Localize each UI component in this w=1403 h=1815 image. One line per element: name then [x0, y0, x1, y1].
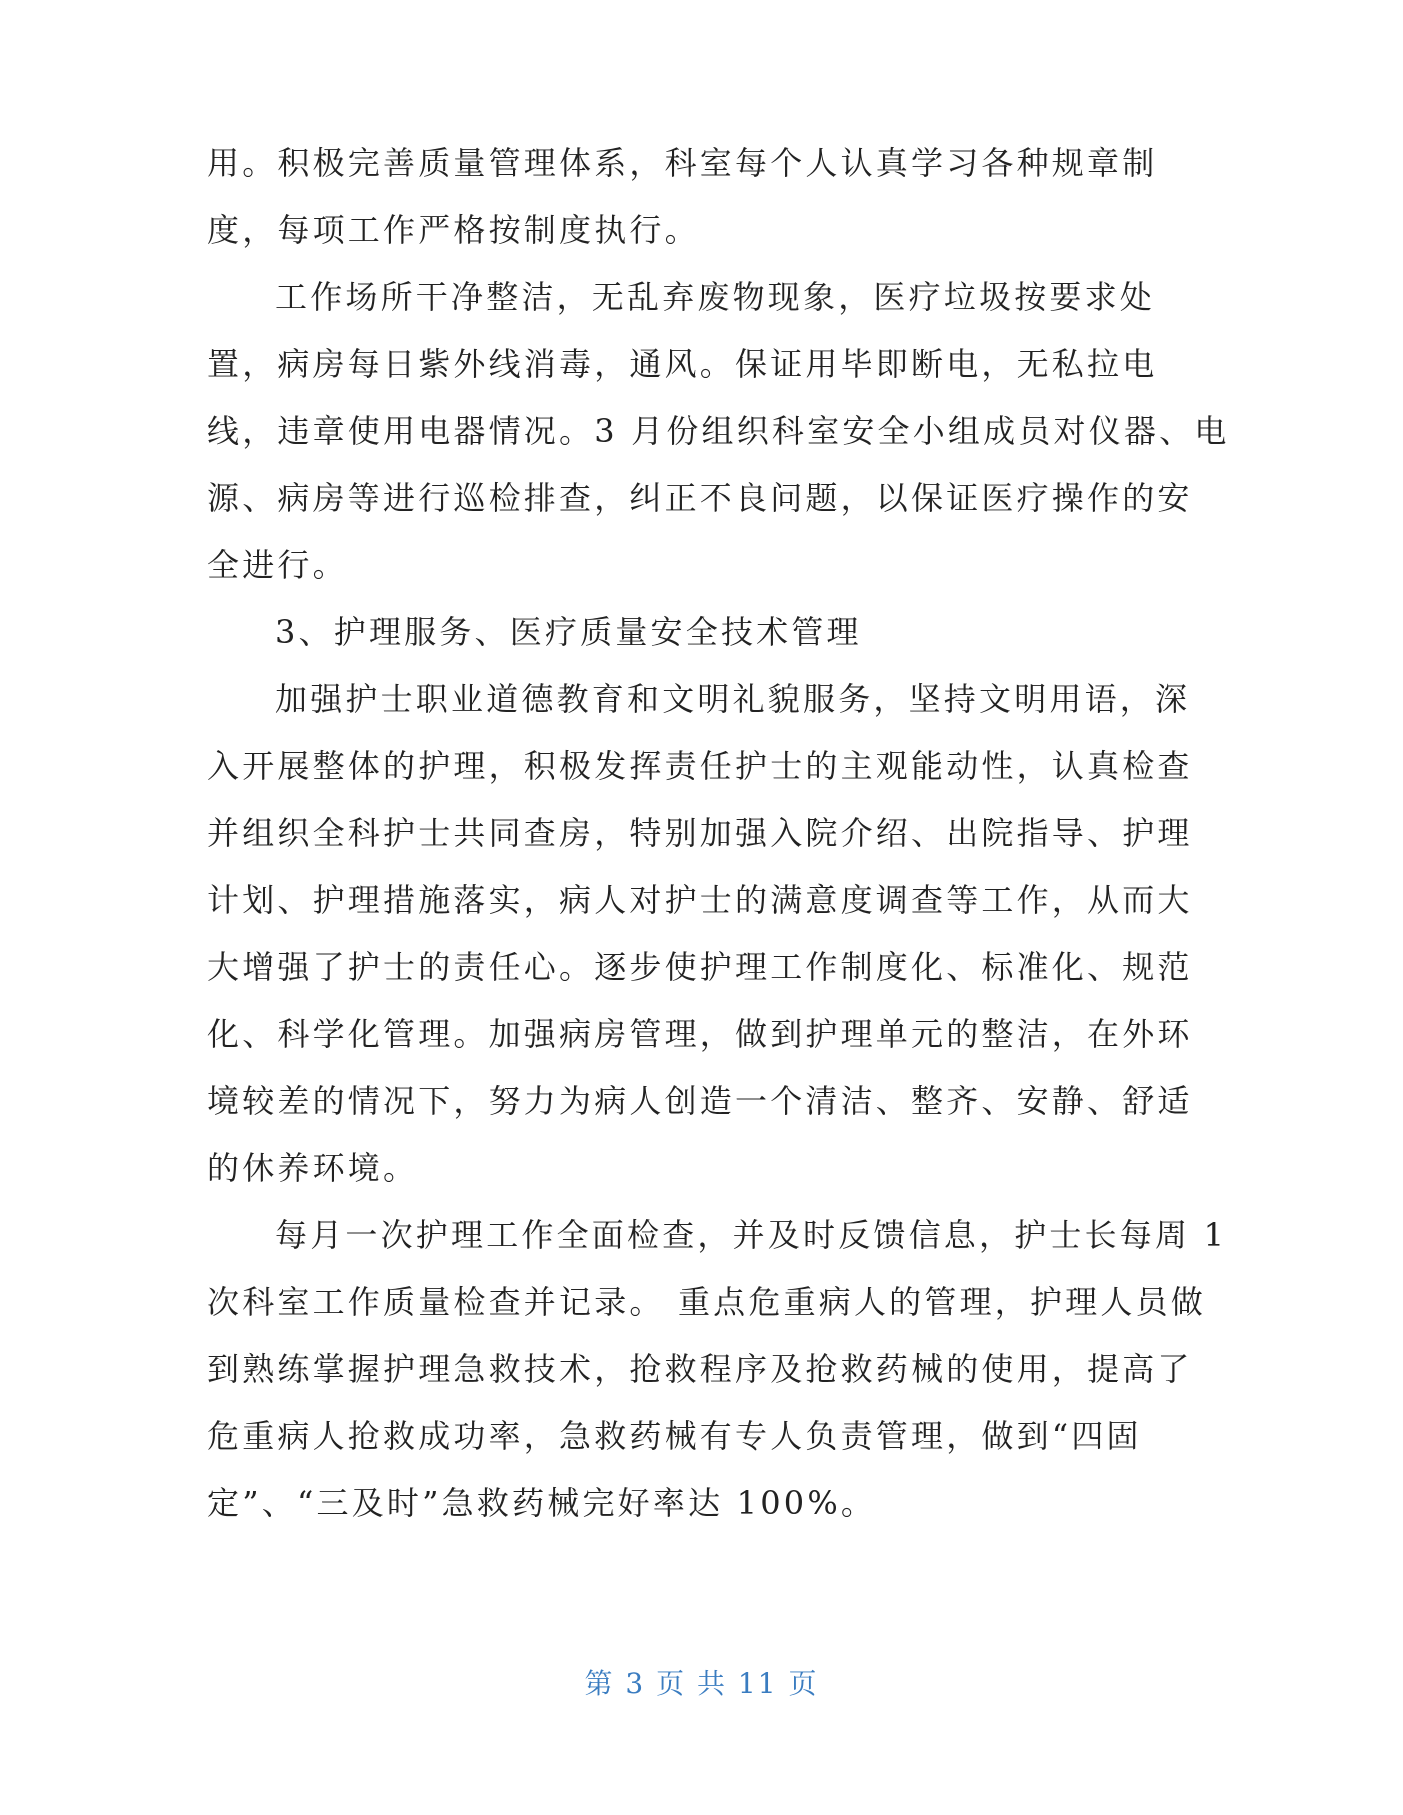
- text-line: 计划、护理措施落实，病人对护士的满意度调查等工作，从而大: [207, 881, 1193, 919]
- text-line: 危重病人抢救成功率，急救药械有专人负责管理，做到“四固: [207, 1417, 1142, 1455]
- text-line: 线，违章使用电器情况。3 月份组织科室安全小组成员对仪器、电: [207, 412, 1230, 450]
- text-line: 并组织全科护士共同查房，特别加强入院介绍、出院指导、护理: [207, 814, 1193, 852]
- text-line: 源、病房等进行巡检排查，纠正不良问题，以保证医疗操作的安: [207, 479, 1193, 517]
- text-line: 每月一次护理工作全面检查，并及时反馈信息，护士长每周 1: [275, 1216, 1228, 1254]
- text-line: 次科室工作质量检查并记录。 重点危重病人的管理，护理人员做: [207, 1283, 1206, 1321]
- text-line: 置，病房每日紫外线消毒，通风。保证用毕即断电，无私拉电: [207, 345, 1158, 383]
- text-line: 定”、“三及时”急救药械完好率达 100%。: [207, 1484, 877, 1522]
- document-body: [207, 130, 1230, 1537]
- text-line: 度，每项工作严格按制度执行。: [207, 211, 700, 249]
- section-heading: 3、护理服务、医疗质量安全技术管理: [275, 613, 862, 651]
- text-line: 入开展整体的护理，积极发挥责任护士的主观能动性，认真检查: [207, 747, 1193, 785]
- page-number-footer: 第 3 页 共 11 页: [584, 1667, 819, 1700]
- text-line: 的休养环境。: [207, 1149, 419, 1187]
- text-line: 大增强了护士的责任心。逐步使护理工作制度化、标准化、规范: [207, 948, 1193, 986]
- text-line: 工作场所干净整洁，无乱弃废物现象，医疗垃圾按要求处: [275, 278, 1156, 316]
- text-line: 全进行。: [207, 546, 348, 584]
- text-line: 加强护士职业道德教育和文明礼貌服务，坚持文明用语，深: [275, 680, 1191, 718]
- text-line: 到熟练掌握护理急救技术，抢救程序及抢救药械的使用，提高了: [207, 1350, 1193, 1388]
- text-line: 化、科学化管理。加强病房管理，做到护理单元的整洁，在外环: [207, 1015, 1193, 1053]
- text-line: 用。积极完善质量管理体系，科室每个人认真学习各种规章制: [207, 144, 1158, 182]
- text-line: 境较差的情况下，努力为病人创造一个清洁、整齐、安静、舒适: [207, 1082, 1193, 1120]
